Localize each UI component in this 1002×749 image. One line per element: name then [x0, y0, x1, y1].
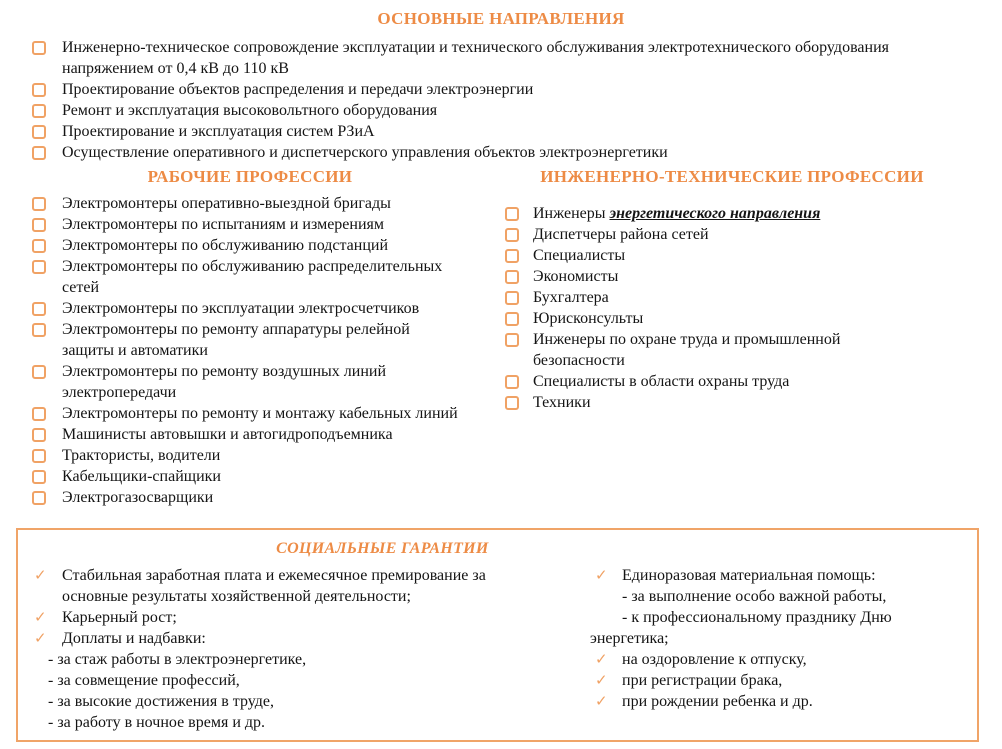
- list-item-text: Стабильная заработная плата и ежемесячное премирование за основные результаты хозяйственной деятельности;: [62, 567, 486, 605]
- square-bullet-icon: [505, 375, 519, 389]
- social-guarantees-left-column: [18, 565, 573, 733]
- list-item: [0, 37, 1002, 79]
- list-item-text: Электромонтеры по испытаниям и измерениям: [62, 216, 385, 233]
- list-item: [0, 424, 500, 445]
- list-item-text: Проектирование объектов распределения и передачи электроэнергии: [62, 81, 534, 98]
- square-bullet-icon: [32, 470, 46, 484]
- list-item: [0, 100, 1002, 121]
- social-left-sublines: - за стаж работы в электроэнергетике, - за совмещение профессий, - за высокие достижения в труде, - за работу в ночное время и др.: [48, 651, 307, 731]
- list-item: [573, 691, 977, 712]
- main-directions-title: ОСНОВНЫЕ НАПРАВЛЕНИЯ: [377, 9, 625, 28]
- checkmark-icon: ✓: [34, 608, 47, 626]
- working-professions-section: [0, 166, 500, 508]
- list-item: [0, 298, 500, 319]
- list-item-text: Осуществление оперативного и диспетчерского управления объектов электроэнергетики: [62, 144, 668, 161]
- social-right-list: [573, 565, 977, 628]
- square-bullet-icon: [505, 333, 519, 347]
- list-item-text: Экономисты: [533, 268, 619, 285]
- square-bullet-icon: [32, 302, 46, 316]
- list-item: [492, 329, 972, 371]
- list-item: [0, 79, 1002, 100]
- list-item: [0, 319, 500, 361]
- list-item: [18, 607, 573, 628]
- list-item-text: Инженерно-техническое сопровождение эксплуатации и технического обслуживания электротехнического оборудования напряжением от 0,4 кВ до 110 кВ: [62, 39, 889, 77]
- list-item: [0, 235, 500, 256]
- square-bullet-icon: [32, 491, 46, 505]
- checkmark-icon: ✓: [34, 629, 47, 647]
- list-item-text: при рождении ребенка и др.: [622, 693, 813, 710]
- list-item: [0, 487, 500, 508]
- square-bullet-icon: [32, 407, 46, 421]
- list-item-text: Электромонтеры по эксплуатации электросчетчиков: [62, 300, 420, 317]
- list-item: [492, 266, 972, 287]
- list-item: [492, 224, 972, 245]
- list-item: [0, 445, 500, 466]
- list-item: [492, 371, 972, 392]
- square-bullet-icon: [505, 270, 519, 284]
- square-bullet-icon: [505, 249, 519, 263]
- engineering-professions-section: [492, 166, 972, 413]
- list-item-text: Карьерный рост;: [62, 609, 177, 626]
- square-bullet-icon: [32, 428, 46, 442]
- list-item-text: Доплаты и надбавки:: [62, 630, 206, 647]
- list-item-text: Диспетчеры района сетей: [533, 226, 709, 243]
- list-item-text: Электромонтеры по ремонту аппаратуры релейной защиты и автоматики: [62, 321, 410, 359]
- working-professions-list: [0, 193, 500, 508]
- square-bullet-icon: [505, 228, 519, 242]
- list-item: [0, 121, 1002, 142]
- square-bullet-icon: [505, 207, 519, 221]
- list-item: [0, 142, 1002, 163]
- list-item: [492, 203, 972, 224]
- square-bullet-icon: [505, 396, 519, 410]
- list-item: [573, 670, 977, 691]
- list-item-text: Электромонтеры по ремонту и монтажу кабельных линий: [62, 405, 458, 422]
- list-item-text: Электромонтеры по обслуживанию распределительных сетей: [62, 258, 443, 296]
- square-bullet-icon: [32, 449, 46, 463]
- list-item: [18, 628, 573, 649]
- list-item-text: на оздоровление к отпуску,: [622, 651, 807, 668]
- engineering-professions-list: [492, 203, 972, 413]
- checkmark-icon: ✓: [595, 692, 608, 710]
- social-guarantees-right-column: [573, 565, 977, 733]
- main-directions-section: [0, 8, 1002, 163]
- checkmark-icon: ✓: [595, 650, 608, 668]
- list-item: [0, 361, 500, 403]
- list-item-text: Единоразовая материальная помощь: - за выполнение особо важной работы, - к профессиональному празднику Дню: [622, 567, 892, 626]
- list-item-text: Электромонтеры по ремонту воздушных линий электропередачи: [62, 363, 387, 401]
- square-bullet-icon: [32, 83, 46, 97]
- square-bullet-icon: [32, 260, 46, 274]
- square-bullet-icon: [32, 197, 46, 211]
- main-directions-list: [0, 37, 1002, 163]
- list-item-text: Кабельщики-спайщики: [62, 468, 221, 485]
- list-item-text: Инженеры по охране труда и промышленной безопасности: [533, 331, 841, 369]
- social-right-list-continued: [573, 649, 977, 712]
- list-item-text: Электромонтеры по обслуживанию подстанций: [62, 237, 389, 254]
- list-item-text: Техники: [533, 394, 591, 411]
- social-left-list: [18, 565, 573, 649]
- list-item-text: Бухгалтера: [533, 289, 609, 306]
- list-item-text: Специалисты: [533, 247, 626, 264]
- checkmark-icon: ✓: [595, 566, 608, 584]
- engineering-professions-title: ИНЖЕНЕРНО-ТЕХНИЧЕСКИЕ ПРОФЕССИИ: [540, 167, 924, 186]
- list-item-text: Ремонт и эксплуатация высоковольтного оборудования: [62, 102, 438, 119]
- social-guarantees-box: [16, 528, 979, 742]
- square-bullet-icon: [505, 291, 519, 305]
- square-bullet-icon: [32, 365, 46, 379]
- list-item-text-emphasis: энергетического направления: [609, 205, 821, 222]
- checkmark-icon: ✓: [34, 566, 47, 584]
- list-item: [18, 565, 573, 607]
- list-item: [0, 193, 500, 214]
- square-bullet-icon: [505, 312, 519, 326]
- square-bullet-icon: [32, 146, 46, 160]
- list-item: [0, 256, 500, 298]
- list-item-text: Трактористы, водители: [62, 447, 221, 464]
- list-item-text: Специалисты в области охраны труда: [533, 373, 790, 390]
- list-item: [492, 308, 972, 329]
- list-item: [573, 649, 977, 670]
- list-item-text: Электромонтеры оперативно-выездной бригады: [62, 195, 391, 212]
- list-item: [492, 392, 972, 413]
- list-item-text: Юрисконсульты: [533, 310, 644, 327]
- list-item: [492, 245, 972, 266]
- list-item-text-prefix: Инженеры: [533, 205, 610, 222]
- square-bullet-icon: [32, 125, 46, 139]
- list-item-text: Машинисты автовышки и автогидроподъемника: [62, 426, 393, 443]
- list-item-text: Электрогазосварщики: [62, 489, 214, 506]
- social-guarantees-columns: [18, 565, 977, 733]
- social-right-hang-line: энергетика;: [590, 630, 669, 647]
- list-item: [573, 565, 977, 628]
- square-bullet-icon: [32, 239, 46, 253]
- list-item: [0, 403, 500, 424]
- checkmark-icon: ✓: [595, 671, 608, 689]
- list-item-text: Проектирование и эксплуатация систем РЗиА: [62, 123, 375, 140]
- square-bullet-icon: [32, 218, 46, 232]
- square-bullet-icon: [32, 323, 46, 337]
- social-guarantees-title: СОЦИАЛЬНЫЕ ГАРАНТИИ: [276, 540, 489, 557]
- list-item-text: при регистрации брака,: [622, 672, 783, 689]
- square-bullet-icon: [32, 41, 46, 55]
- square-bullet-icon: [32, 104, 46, 118]
- list-item: [492, 287, 972, 308]
- list-item: [0, 214, 500, 235]
- list-item: [0, 466, 500, 487]
- working-professions-title: РАБОЧИЕ ПРОФЕССИИ: [147, 167, 353, 186]
